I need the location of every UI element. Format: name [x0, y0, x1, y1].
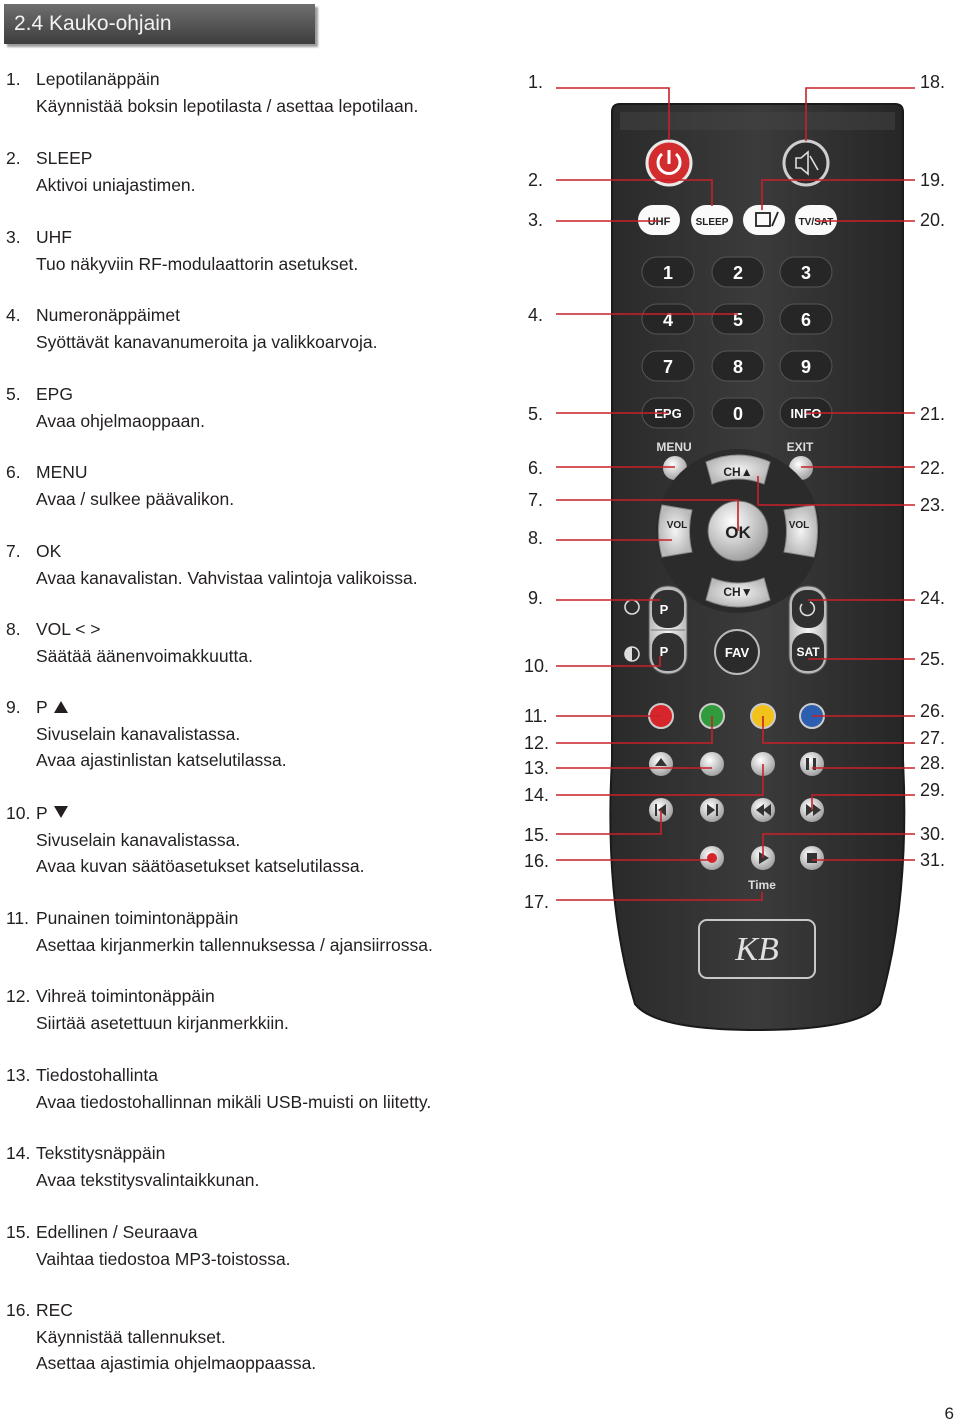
- section-title: 2.4 Kauko-ohjain: [14, 12, 172, 35]
- list-item: 2. SLEEP Aktivoi uniajastimen.: [6, 148, 196, 195]
- svg-text:FAV: FAV: [724, 645, 750, 660]
- callout-number: 4.: [528, 305, 544, 325]
- list-item: 12. Vihreä toimintonäppäin Siirtää asetettuun kirjanmerkkiin.: [6, 986, 289, 1033]
- svg-text:INFO: INFO: [790, 406, 822, 421]
- tvsat-button: [795, 205, 837, 235]
- svg-text:5: 5: [732, 310, 744, 330]
- svg-text:P: P: [659, 644, 669, 659]
- callout-number: 1.: [528, 72, 544, 92]
- svg-text:7: 7: [662, 357, 674, 377]
- teletext-button: [743, 205, 785, 235]
- callout-number: 13.: [524, 758, 550, 778]
- svg-text:TV/SAT: TV/SAT: [798, 217, 834, 228]
- svg-text:OK: OK: [725, 523, 751, 542]
- svg-text:9: 9: [800, 357, 812, 377]
- callout-number: 25.: [920, 649, 946, 669]
- svg-text:0: 0: [732, 404, 744, 424]
- mute-button: [784, 141, 828, 185]
- svg-text:P: P: [659, 602, 669, 617]
- callout-number: 30.: [920, 824, 946, 844]
- list-item: 9. P Sivuselain kanavalistassa. Avaa ajastinlistan katselutilassa.: [6, 697, 287, 770]
- svg-text:SAT: SAT: [796, 645, 820, 659]
- svg-text:8: 8: [732, 357, 744, 377]
- list-item: 1. Lepotilanäppäin Käynnistää boksin lepotilasta / asettaa lepotilaan.: [6, 69, 419, 116]
- list-item: 7. OK Avaa kanavalistan. Vahvistaa valintoja valikoissa.: [6, 541, 418, 588]
- callout-number: 9.: [528, 588, 544, 608]
- svg-text:KB: KB: [735, 931, 779, 968]
- svg-text:VOL: VOL: [788, 520, 810, 531]
- stop-icon: [807, 853, 817, 863]
- list-item: 3. UHF Tuo näkyviin RF-modulaattorin asetukset.: [6, 227, 359, 274]
- exit-label: EXIT: [786, 440, 814, 454]
- callout-number: 26.: [920, 701, 946, 721]
- callout-number: 11.: [524, 706, 548, 726]
- list-item: 14. Tekstitysnäppäin Avaa tekstitysvalintaikkunan.: [6, 1143, 260, 1190]
- callout-number: 7.: [528, 490, 544, 510]
- callout-number: 3.: [528, 210, 544, 230]
- list-item: 5. EPG Avaa ohjelmaoppaan.: [6, 384, 205, 431]
- svg-text:CH▲: CH▲: [723, 465, 753, 479]
- svg-text:4: 4: [662, 310, 674, 330]
- callout-number: 29.: [920, 780, 946, 800]
- uhf-button: [638, 205, 680, 235]
- menu-label: MENU: [656, 440, 692, 454]
- list-item: 4. Numeronäppäimet Syöttävät kanavanumeroita ja valikkoarvoja.: [6, 305, 378, 352]
- svg-text:3: 3: [800, 263, 812, 283]
- callout-number: 16.: [524, 851, 550, 871]
- callout-number: 14.: [524, 785, 550, 805]
- record-icon: [707, 853, 717, 863]
- callout-number: 22.: [920, 458, 946, 478]
- sleep-button: [691, 205, 733, 235]
- list-item: 10. P Sivuselain kanavalistassa. Avaa kuvan säätöasetukset katselutilassa.: [6, 803, 365, 876]
- callout-number: 8.: [528, 528, 544, 548]
- list-item: 13. Tiedostohallinta Avaa tiedostohallinnan mikäli USB-muisti on liitetty.: [6, 1065, 432, 1112]
- callout-number: 10.: [524, 656, 550, 676]
- callout-number: 5.: [528, 404, 544, 424]
- list-item: 11. Punainen toimintonäppäin Asettaa kirjanmerkin tallennuksessa / ajansiirrossa.: [6, 908, 433, 955]
- callout-number: 27.: [920, 728, 946, 748]
- svg-text:UHF: UHF: [647, 216, 671, 228]
- list-item: 15. Edellinen / Seuraava Vaihtaa tiedostoa MP3-toistossa.: [6, 1222, 291, 1269]
- svg-text:1: 1: [662, 263, 674, 283]
- callout-number: 19.: [920, 170, 946, 190]
- fav-button: [715, 630, 759, 674]
- callout-number: 15.: [524, 825, 550, 845]
- svg-text:6: 6: [800, 310, 812, 330]
- callout-number: 17.: [524, 892, 550, 912]
- svg-text:EPG: EPG: [654, 406, 682, 421]
- list-item: 16. REC Käynnistää tallennukset. Asettaa ajastimia ohjelmaoppaassa.: [6, 1300, 317, 1373]
- callout-number: 21.: [920, 404, 946, 424]
- callout-number: 28.: [920, 753, 946, 773]
- time-label: Time: [748, 878, 776, 892]
- svg-text:SLEEP: SLEEP: [695, 217, 729, 228]
- callout-number: 6.: [528, 458, 544, 478]
- list-item: 8. VOL < > Säätää äänenvoimakkuutta.: [6, 619, 253, 666]
- callout-number: 31.: [920, 850, 946, 870]
- svg-text:CH▼: CH▼: [723, 585, 753, 599]
- callout-number: 23.: [920, 495, 946, 515]
- callout-number: 18.: [920, 72, 946, 92]
- svg-text:VOL: VOL: [666, 520, 688, 531]
- svg-text:2: 2: [732, 263, 744, 283]
- callout-number: 2.: [528, 170, 544, 190]
- callout-number: 20.: [920, 210, 946, 230]
- page-number: 6: [944, 1404, 954, 1423]
- callout-number: 12.: [524, 733, 550, 753]
- callout-number: 24.: [920, 588, 946, 608]
- list-item: 6. MENU Avaa / sulkee päävalikon.: [6, 462, 235, 509]
